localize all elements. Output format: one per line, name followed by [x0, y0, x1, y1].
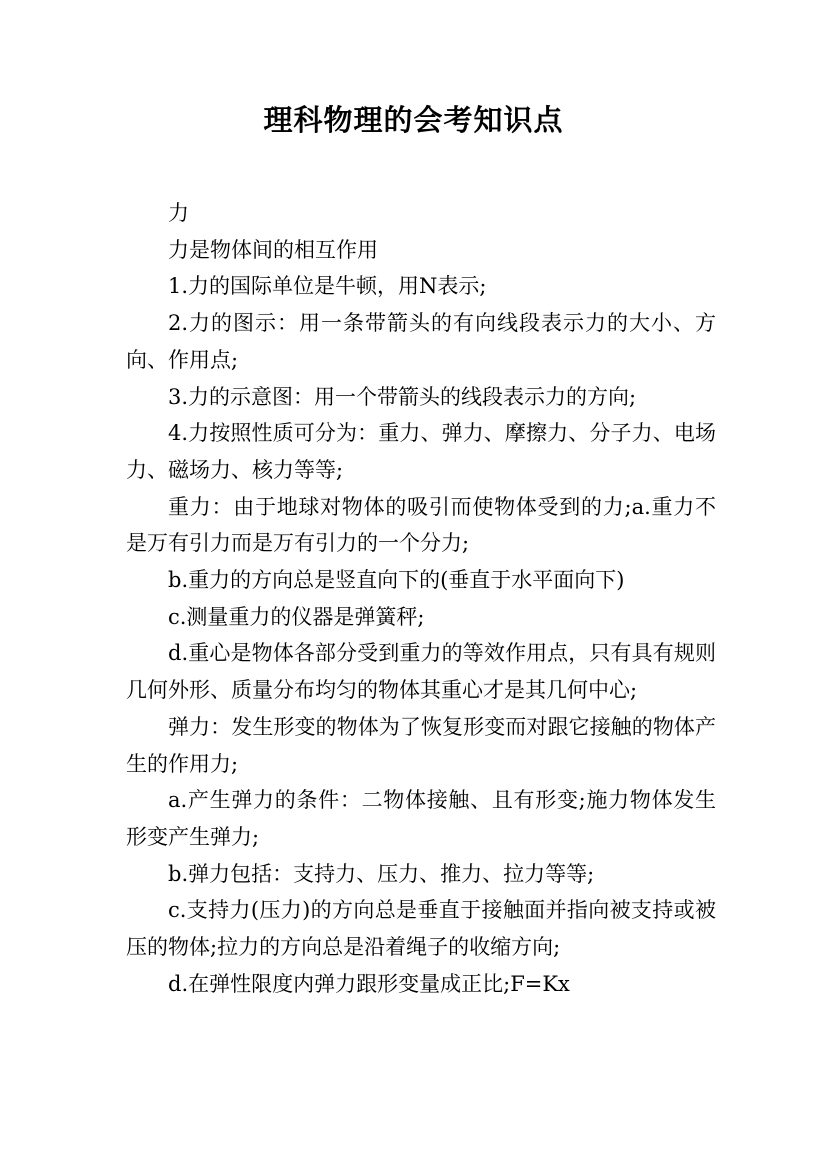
paragraph-force-types: 4.力按照性质可分为：重力、弹力、摩擦力、分子力、电场力、磁场力、核力等等; [126, 421, 716, 482]
document-title: 理科物理的会考知识点 [263, 103, 564, 137]
paragraph-force-sketch: 3.力的示意图：用一个带箭头的线段表示力的方向; [168, 384, 637, 409]
paragraph-hooke-law: d.在弹性限度内弹力跟形变量成正比;F=Kx [168, 971, 570, 996]
paragraph-gravity-instrument: c.测量重力的仪器是弹簧秤; [168, 604, 425, 629]
paragraph-elastic-types: b.弹力包括：支持力、压力、推力、拉力等等; [168, 861, 595, 886]
paragraph-center-of-gravity: d.重心是物体各部分受到重力的等效作用点，只有具有规则几何外形、质量分布均匀的物体其重心才是其几何中心; [126, 641, 716, 703]
document-body [126, 195, 716, 1002]
paragraph-elastic-force: 弹力：发生形变的物体为了恢复形变而对跟它接触的物体产生的作用力; [126, 714, 716, 776]
paragraph-unit: 1.力的国际单位是牛顿，用N表示; [168, 274, 487, 299]
paragraph-gravity-direction: b.重力的方向总是竖直向下的(垂直于水平面向下) [168, 568, 625, 593]
paragraph-support-direction: c.支持力(压力)的方向总是垂直于接触面并指向被支持或被压的物体;拉力的方向总是沿着绳子的收缩方向; [126, 898, 716, 960]
paragraph-definition: 力是物体间的相互作用 [168, 237, 378, 262]
paragraph-heading-force: 力 [168, 201, 189, 225]
paragraph-elastic-conditions: a.产生弹力的条件：二物体接触、且有形变;施力物体发生形变产生弹力; [126, 788, 716, 849]
paragraph-gravity: 重力：由于地球对物体的吸引而使物体受到的力;a.重力不是万有引力而是万有引力的一个分力; [126, 494, 716, 556]
paragraph-force-diagram: 2.力的图示：用一条带箭头的有向线段表示力的大小、方向、作用点; [126, 311, 716, 372]
